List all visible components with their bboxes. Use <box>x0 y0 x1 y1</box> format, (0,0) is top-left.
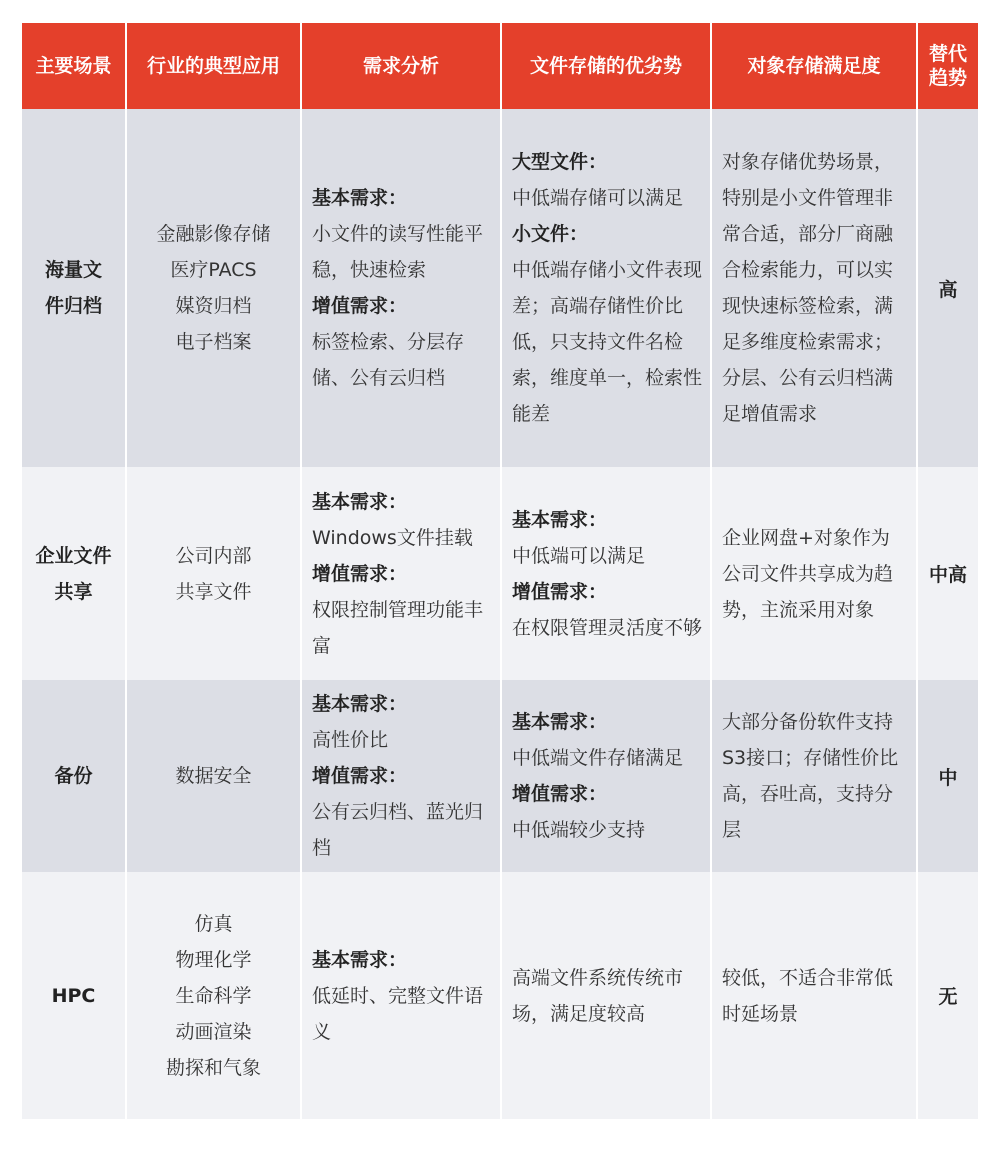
app-item: 勘探和气象 <box>165 1056 261 1079</box>
file-label: 基本需求： <box>512 508 608 531</box>
scene-cell <box>22 109 127 467</box>
need-text: 公有云归档、蓝光归档 <box>312 801 484 859</box>
trend-cell <box>918 680 978 872</box>
app-item: 共享文件 <box>175 580 252 603</box>
header-scene <box>22 23 127 109</box>
need-cell <box>302 467 502 680</box>
apps-cell <box>127 109 302 467</box>
header-trend <box>918 23 978 109</box>
need-cell <box>302 109 502 467</box>
header-file <box>502 23 712 109</box>
scene-cell <box>22 467 127 680</box>
file-label: 增值需求： <box>512 783 608 805</box>
object-cell <box>712 872 918 1119</box>
header-object-label: 对象存储满足度 <box>747 55 881 77</box>
header-object <box>712 23 918 109</box>
need-label: 基本需求： <box>312 693 408 715</box>
file-label: 基本需求： <box>512 711 608 733</box>
need-text: 小文件的读写性能平稳，快速检索 <box>312 223 484 281</box>
apps-cell <box>127 680 302 872</box>
trend-value: 无 <box>938 986 958 1008</box>
table-row <box>22 680 978 872</box>
need-cell <box>302 680 502 872</box>
need-text: 高性价比 <box>312 729 389 751</box>
file-text: 中低端较少支持 <box>512 819 646 841</box>
scene-label: HPC <box>51 984 96 1007</box>
file-text: 中低端存储可以满足 <box>512 187 684 209</box>
table-row <box>22 467 978 680</box>
trend-cell <box>918 467 978 680</box>
trend-value: 中高 <box>928 564 967 586</box>
app-item: 电子档案 <box>175 331 252 353</box>
trend-cell <box>918 872 978 1119</box>
app-item: 医疗PACS <box>170 259 257 281</box>
need-label: 基本需求： <box>312 490 408 513</box>
file-text: 在权限管理灵活度不够 <box>512 616 703 639</box>
app-item: 数据安全 <box>175 765 252 787</box>
need-text: Windows文件挂载 <box>312 526 473 549</box>
object-text: 企业网盘+对象作为公司文件共享成为趋势，主流采用对象 <box>722 526 894 621</box>
need-text: 权限控制管理功能丰富 <box>312 598 484 657</box>
header-file-label: 文件存储的优劣势 <box>529 55 682 77</box>
file-text: 中低端存储小文件表现差；高端存储性价比低，只支持文件名检索，维度单一，检索性能差 <box>512 259 703 425</box>
table-header-row <box>22 23 978 109</box>
trend-value: 中 <box>938 766 958 789</box>
app-item: 生命科学 <box>175 984 252 1007</box>
object-cell <box>712 680 918 872</box>
file-label: 小文件： <box>512 223 589 245</box>
table-row <box>22 872 978 1119</box>
app-item: 金融影像存储 <box>156 223 271 245</box>
table-row <box>22 109 978 467</box>
need-text: 标签检索、分层存储、公有云归档 <box>312 331 465 389</box>
apps-cell <box>127 467 302 680</box>
file-cell <box>502 109 712 467</box>
scene-cell <box>22 680 127 872</box>
header-apps-label: 行业的典型应用 <box>146 55 280 77</box>
need-label: 增值需求： <box>312 765 408 787</box>
apps-cell <box>127 872 302 1119</box>
scene-cell <box>22 872 127 1119</box>
need-label: 增值需求： <box>312 295 408 317</box>
file-cell <box>502 467 712 680</box>
comparison-table <box>22 23 978 1119</box>
need-label: 基本需求： <box>312 948 408 971</box>
file-label: 增值需求： <box>512 580 608 603</box>
app-item: 公司内部 <box>175 544 252 567</box>
need-text: 低延时、完整文件语义 <box>312 984 484 1043</box>
header-trend-label: 替代趋势 <box>928 43 967 89</box>
header-scene-label: 主要场景 <box>35 55 112 77</box>
scene-label: 备份 <box>54 765 93 787</box>
scene-label: 海量文件归档 <box>44 259 102 317</box>
app-item: 媒资归档 <box>175 295 252 317</box>
app-item: 动画渲染 <box>175 1020 252 1043</box>
file-text: 中低端可以满足 <box>512 544 646 567</box>
app-item: 仿真 <box>194 912 233 935</box>
file-text: 中低端文件存储满足 <box>512 747 684 769</box>
trend-value: 高 <box>938 278 958 301</box>
object-cell <box>712 467 918 680</box>
app-item: 物理化学 <box>175 948 252 971</box>
object-text: 大部分备份软件支持S3接口；存储性价比高，吞吐高，支持分层 <box>722 711 899 841</box>
header-apps <box>127 23 302 109</box>
trend-cell <box>918 109 978 467</box>
header-need <box>302 23 502 109</box>
object-text: 较低，不适合非常低时延场景 <box>722 966 894 1025</box>
object-cell <box>712 109 918 467</box>
object-text: 对象存储优势场景，特别是小文件管理非常合适，部分厂商融合检索能力，可以实现快速标签检索，满足多维度检索需求；分层、公有云归档满足增值需求 <box>722 151 894 425</box>
file-cell <box>502 680 712 872</box>
file-cell <box>502 872 712 1119</box>
scene-label: 企业文件共享 <box>35 544 112 603</box>
need-label: 基本需求： <box>312 187 408 209</box>
file-label: 大型文件： <box>512 151 608 173</box>
file-text: 高端文件系统传统市场，满足度较高 <box>512 966 684 1025</box>
header-need-label: 需求分析 <box>362 55 439 77</box>
need-cell <box>302 872 502 1119</box>
need-label: 增值需求： <box>312 562 408 585</box>
